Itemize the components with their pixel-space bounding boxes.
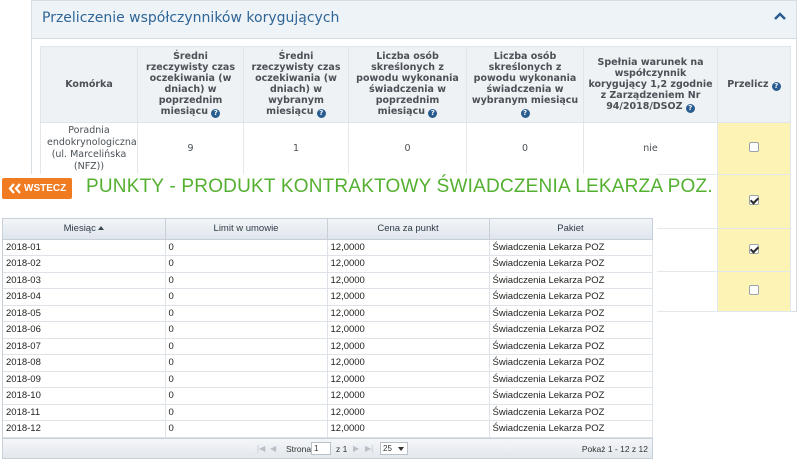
last-page-icon[interactable]: ▶| (365, 443, 374, 453)
cell-przelicz (718, 123, 791, 175)
cell-limit: 0 (165, 355, 327, 372)
cell-limit: 0 (165, 272, 327, 289)
cell-przelicz (718, 272, 791, 312)
help-icon[interactable]: ? (686, 104, 695, 113)
column-header-prev-wait: Średni rzeczywisty czas oczekiwania (w dniach) w poprzednim miesiącu ? (138, 47, 244, 123)
cell-komorka: Poradnia endokrynologiczna (ul. Marcelińska (NFZ)) (41, 123, 138, 175)
cell-month: 2018-12 (3, 421, 165, 438)
table-row[interactable] (3, 388, 652, 405)
cell-month: 2018-03 (3, 272, 165, 289)
panel-title: Przeliczenie współczynników korygujących (42, 10, 340, 26)
column-header-komorka: Komórka (41, 47, 138, 123)
cell-cur-removed: 0 (467, 123, 584, 175)
double-chevron-left-icon (8, 183, 22, 194)
help-icon[interactable]: ? (317, 109, 326, 118)
cell-month: 2018-02 (3, 256, 165, 273)
pager (3, 438, 652, 458)
cell-limit: 0 (165, 305, 327, 322)
cell-limit: 0 (165, 338, 327, 355)
column-header-limit[interactable]: Limit w umowie (165, 219, 327, 239)
page-count-label: z 1 (336, 443, 348, 454)
cell-price: 12,0000 (327, 371, 489, 388)
table-row[interactable] (3, 272, 652, 289)
table-row[interactable] (3, 239, 652, 256)
cell-month: 2018-05 (3, 305, 165, 322)
help-icon[interactable]: ? (772, 82, 781, 91)
cell-limit: 0 (165, 404, 327, 421)
cell-month: 2018-04 (3, 289, 165, 306)
cell-limit: 0 (165, 239, 327, 256)
help-icon[interactable]: ? (211, 109, 220, 118)
column-header-cur-removed: Liczba osób skreślonych z powodu wykonania świadczenia w wybranym miesiącu ? (467, 47, 584, 123)
cell-przelicz (718, 175, 791, 229)
cell-price: 12,0000 (327, 338, 489, 355)
chevron-down-icon (398, 447, 404, 451)
cell-month: 2018-07 (3, 338, 165, 355)
przelicz-checkbox[interactable] (749, 142, 759, 152)
przelicz-checkbox[interactable] (749, 285, 759, 295)
cell-price: 12,0000 (327, 305, 489, 322)
cell-month: 2018-11 (3, 404, 165, 421)
column-header-prev-removed: Liczba osób skreślonych z powodu wykonania świadczenia w poprzednim miesiącu ? (349, 47, 467, 123)
panel-header (32, 1, 796, 39)
column-header-cena[interactable]: Cena za punkt (327, 219, 489, 239)
cell-price: 12,0000 (327, 256, 489, 273)
page-number-input[interactable]: 1 (311, 442, 331, 455)
column-header-miesiac[interactable]: Miesiąc (3, 219, 165, 239)
records-info: Pokaż 1 - 12 z 12 (581, 443, 648, 454)
help-icon[interactable]: ? (428, 109, 437, 118)
sort-asc-icon (98, 226, 104, 230)
cell-price: 12,0000 (327, 404, 489, 421)
column-header-cur-wait: Średni rzeczywisty czas oczekiwania (w dniach) w wybranym miesiącu ? (244, 47, 349, 123)
points-grid (2, 218, 653, 459)
help-icon[interactable]: ? (521, 109, 530, 118)
cell-month: 2018-01 (3, 239, 165, 256)
cell-package: Świadczenia Lekarza POZ (489, 371, 652, 388)
table-row[interactable] (3, 355, 652, 372)
cell-package: Świadczenia Lekarza POZ (489, 305, 652, 322)
cell-limit: 0 (165, 421, 327, 438)
cell-package: Świadczenia Lekarza POZ (489, 322, 652, 339)
cell-prev-removed: 0 (349, 123, 467, 175)
next-page-icon[interactable]: ▶ (353, 443, 360, 453)
rows-per-page-select[interactable]: 25 (380, 442, 408, 455)
cell-package: Świadczenia Lekarza POZ (489, 239, 652, 256)
table-row[interactable] (3, 305, 652, 322)
cell-limit: 0 (165, 322, 327, 339)
prev-page-icon[interactable]: ◀ (270, 443, 277, 453)
cell-package: Świadczenia Lekarza POZ (489, 404, 652, 421)
cell-month: 2018-08 (3, 355, 165, 372)
column-header-przelicz: Przelicz ? (718, 47, 791, 123)
points-window (0, 174, 713, 465)
cell-price: 12,0000 (327, 239, 489, 256)
table-row (41, 123, 791, 175)
back-button[interactable] (2, 178, 72, 199)
page-label: Strona (286, 443, 312, 454)
chevron-up-icon[interactable] (774, 11, 786, 21)
first-page-icon[interactable]: |◀ (257, 443, 266, 453)
cell-price: 12,0000 (327, 272, 489, 289)
table-row[interactable] (3, 421, 652, 438)
cell-month: 2018-06 (3, 322, 165, 339)
cell-package: Świadczenia Lekarza POZ (489, 289, 652, 306)
przelicz-checkbox[interactable] (749, 195, 759, 205)
table-row[interactable] (3, 338, 652, 355)
column-header-condition: Spełnia warunek na współczynnik korygujący 1,2 zgodnie z Zarządzeniem Nr 94/2018/DSOZ ? (584, 47, 718, 123)
cell-package: Świadczenia Lekarza POZ (489, 256, 652, 273)
cell-package: Świadczenia Lekarza POZ (489, 272, 652, 289)
cell-prev-wait: 9 (138, 123, 244, 175)
cell-price: 12,0000 (327, 289, 489, 306)
cell-cur-wait: 1 (244, 123, 349, 175)
cell-przelicz (718, 229, 791, 272)
table-row[interactable] (3, 256, 652, 273)
table-row[interactable] (3, 404, 652, 421)
cell-limit: 0 (165, 371, 327, 388)
cell-package: Świadczenia Lekarza POZ (489, 421, 652, 438)
back-button-label: WSTECZ (24, 183, 67, 194)
cell-price: 12,0000 (327, 388, 489, 405)
cell-price: 12,0000 (327, 322, 489, 339)
table-row[interactable] (3, 322, 652, 339)
cell-month: 2018-09 (3, 371, 165, 388)
table-row[interactable] (3, 371, 652, 388)
cell-package: Świadczenia Lekarza POZ (489, 388, 652, 405)
cell-price: 12,0000 (327, 355, 489, 372)
cell-package: Świadczenia Lekarza POZ (489, 338, 652, 355)
cell-limit: 0 (165, 256, 327, 273)
column-header-pakiet[interactable]: Pakiet (489, 219, 652, 239)
cell-condition: nie (584, 123, 718, 175)
cell-limit: 0 (165, 388, 327, 405)
cell-price: 12,0000 (327, 421, 489, 438)
cell-package: Świadczenia Lekarza POZ (489, 355, 652, 372)
table-row[interactable] (3, 289, 652, 306)
points-table (3, 219, 653, 438)
cell-month: 2018-10 (3, 388, 165, 405)
przelicz-checkbox[interactable] (749, 244, 759, 254)
page-title: PUNKTY - PRODUKT KONTRAKTOWY ŚWIADCZENIA LEKARZA POZ. (86, 176, 713, 197)
cell-limit: 0 (165, 289, 327, 306)
